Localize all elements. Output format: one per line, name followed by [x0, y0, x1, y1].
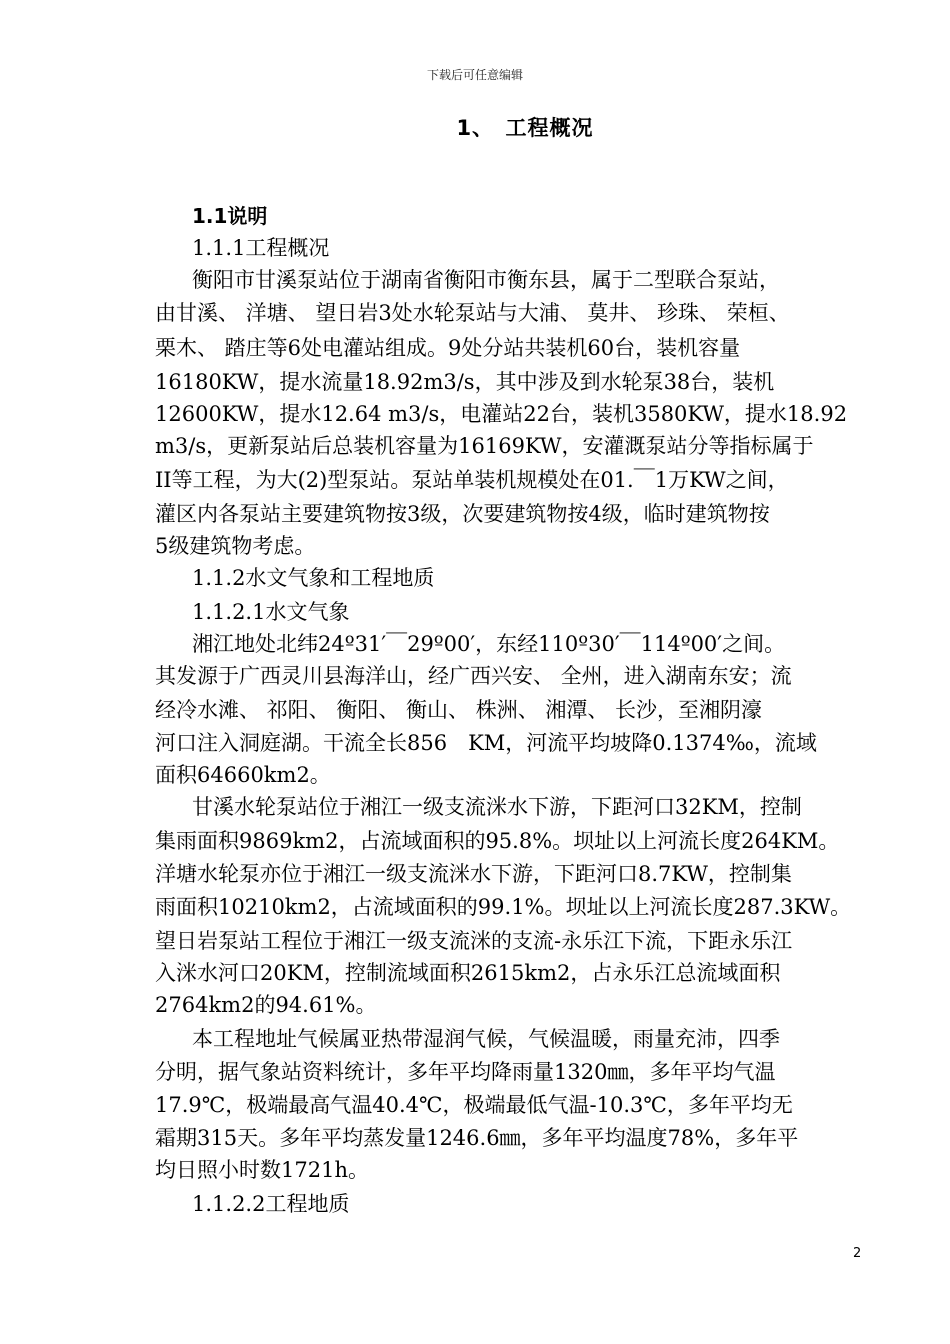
chapter-title: 1、 工程概况 [456, 116, 594, 140]
text-line: 其发源于广西灵川县海洋山，经广西兴安、 全州，进入湖南东安；流 [155, 664, 792, 688]
text-line: 5级建筑物考虑。 [155, 534, 316, 558]
page-number: 2 [853, 1246, 862, 1261]
text-line: 面积64660km2。 [155, 763, 331, 787]
text-line: 洋塘水轮泵亦位于湘江一级支流洣水下游，下距河口8.7KW，控制集 [155, 862, 792, 886]
text-line: 17.9℃，极端最高气温40.4℃，极端最低气温-10.3℃，多年平均无 [155, 1093, 793, 1117]
section-heading: 1.1说明 [192, 204, 268, 228]
text-line: 望日岩泵站工程位于湘江一级支流洣的支流-永乐江下流，下距永乐江 [155, 929, 793, 953]
text-line: 湘江地处北纬24º31′￣29º00′，东经110º30′￣114º00′之间。 [192, 632, 786, 656]
text-line: 12600KW，提水12.64 m3/s，电灌站22台，装机3580KW，提水18.92 [155, 402, 848, 426]
text-line: 分明，据气象站资料统计，多年平均降雨量1320㎜，多年平均气温 [155, 1060, 776, 1084]
text-line: 本工程地址气候属亚热带湿润气候，气候温暖，雨量充沛，四季 [192, 1027, 780, 1051]
text-line: m3/s，更新泵站后总装机容量为16169KW，安灌溉泵站分等指标属于 [155, 434, 814, 458]
text-line: 栗木、 踏庄等6处电灌站组成。9处分站共装机60台，装机容量 [155, 336, 741, 360]
text-line: 甘溪水轮泵站位于湘江一级支流洣水下游，下距河口32KM，控制 [192, 795, 802, 819]
text-line: 1.1.1工程概况 [192, 236, 330, 260]
text-line: 1.1.2水文气象和工程地质 [192, 566, 435, 590]
page-header: 下载后可任意编辑 [426, 68, 523, 82]
text-line: 16180KW，提水流量18.92m3/s，其中涉及到水轮泵38台，装机 [155, 370, 775, 394]
text-line: 1.1.2.1水文气象 [192, 600, 350, 624]
text-line: 雨面积10210km2，占流域面积的99.1%。坝址以上河流长度287.3KW。 [155, 895, 852, 919]
text-line: II等工程，为大(2)型泵站。泵站单装机规模处在01.￣1万KW之间， [155, 468, 789, 492]
text-line: 集雨面积9869km2，占流域面积的95.8%。坝址以上河流长度264KM。 [155, 829, 840, 853]
text-line: 入洣水河口20KM，控制流域面积2615km2，占永乐江总流域面积 [155, 961, 781, 985]
text-line: 1.1.2.2工程地质 [192, 1192, 350, 1216]
text-line: 霜期315天。多年平均蒸发量1246.6㎜，多年平均温度78%，多年平 [155, 1126, 799, 1150]
text-line: 河口注入洞庭湖。干流全长856 KM，河流平均坡降0.1374‰，流域 [155, 731, 817, 755]
text-line: 灌区内各泵站主要建筑物按3级，次要建筑物按4级，临时建筑物按 [155, 502, 770, 526]
text-line: 均日照小时数1721h。 [155, 1158, 369, 1182]
text-line: 由甘溪、 洋塘、 望日岩3处水轮泵站与大浦、 莫井、 珍珠、 荣桓、 [155, 301, 790, 325]
text-line: 2764km2的94.61%。 [155, 993, 377, 1017]
text-line: 衡阳市甘溪泵站位于湖南省衡阳市衡东县，属于二型联合泵站， [192, 268, 780, 292]
text-line: 经冷水滩、 祁阳、 衡阳、 衡山、 株洲、 湘潭、 长沙，至湘阴濠 [155, 698, 763, 722]
